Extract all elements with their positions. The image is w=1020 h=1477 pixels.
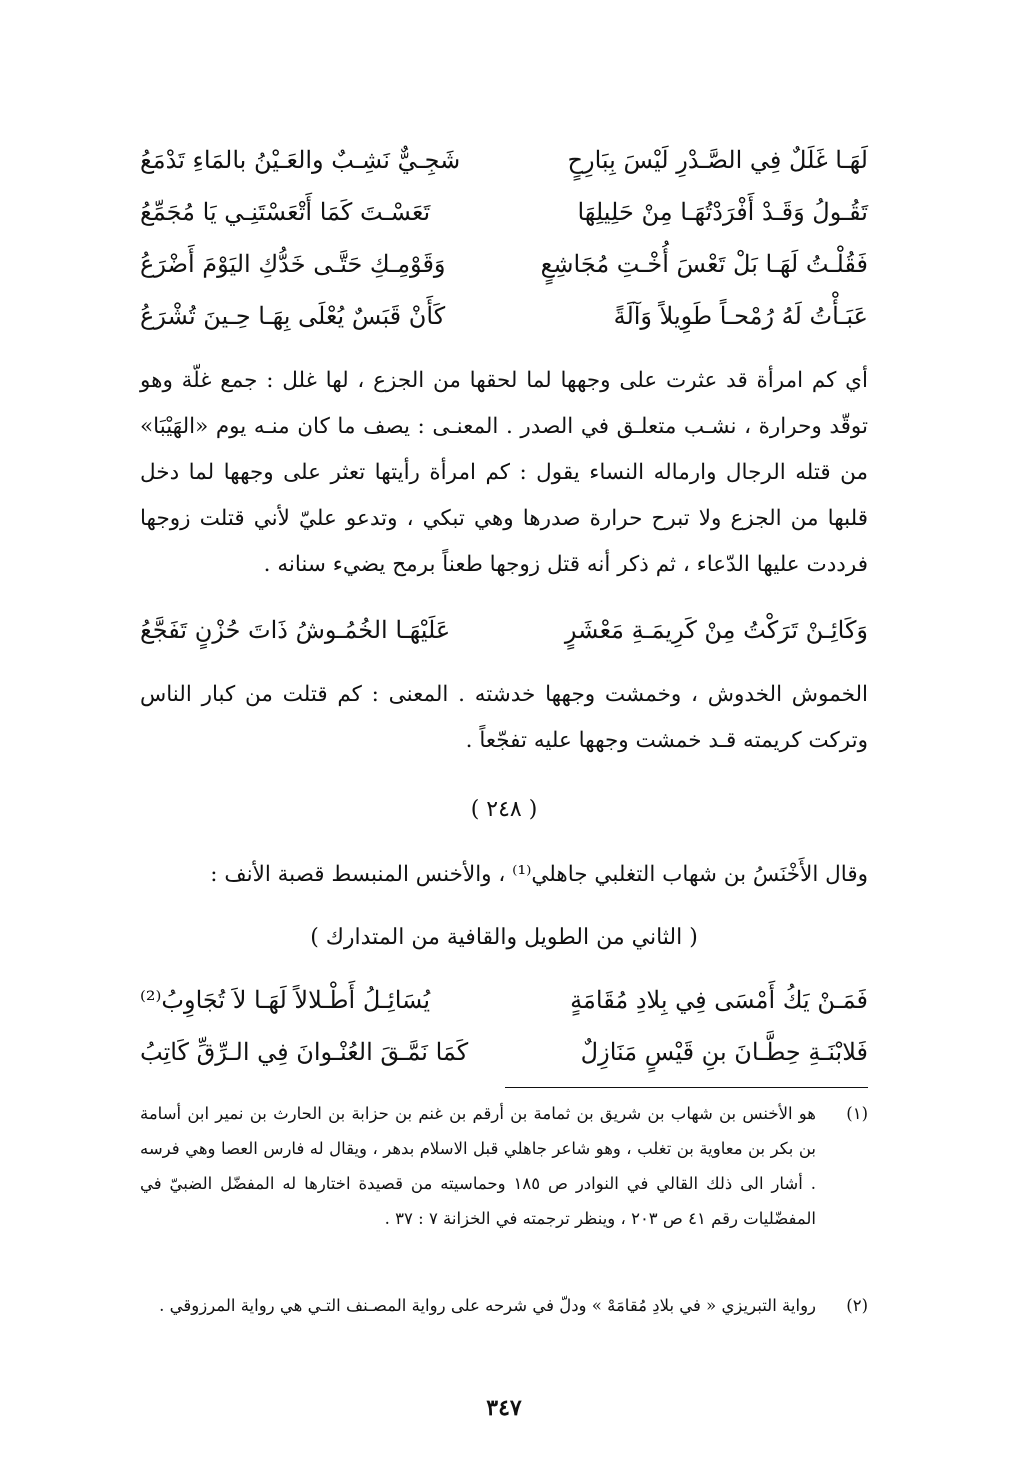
verse-first-hemistich: تَقُـولُ وَقَـدْ أَفْرَدْتُهَـا مِنْ حَلِيلِهَا (577, 198, 868, 226)
verse-second-hemistich: تَعَسْـتَ كَمَا أَتْعَسْتَنِـي يَا مُجَمِّعُ (140, 198, 431, 226)
verse-second-hemistich: كَأَنْ قَبَسٌ يُعْلَى بِهَـا حِـينَ تُشْرَعُ (140, 302, 446, 330)
verse-first-hemistich: لَهَـا غَلَلٌ فِي الصَّـدْرِ لَيْسَ بِبَارِحٍ (567, 146, 868, 174)
verse-line (140, 294, 868, 338)
verse-second-hemistich: يُسَائِـلُ أَطْـلالاً لَهَـا لاَ تُجَاوِبُ⁽²⁾ (140, 986, 431, 1014)
verse-first-hemistich: فَمَـنْ يَكُ أَمْسَى فِي بِلادِ مُقَامَةٍ (570, 986, 868, 1014)
verse-first-hemistich: وَكَائِـنْ تَرَكْتُ مِنْ كَرِيمَـةِ مَعْشَرٍ (564, 616, 868, 644)
meter-note: ( الثاني من الطويل والقافية من المتدارك ) (310, 925, 698, 950)
footnote-text: هو الأخنس بن شهاب بن شريق بن ثمامة بن أرقم بن غنم بن حزابة بن الحارث بن نمير ابن أسامة بن بكر بن معاوية بن تغلب ، وهو شاعر جاهلي قبل الاسلام بدهر ، ويقال له فارس العصا وهي فرسه . أشار الى ذلك القالي في النوادر ص ١٨٥ وحماسيته من قصيدة اختارها له المفضّل الضبيّ في المفضّليات رقم ٤١ ص ٢٠٣ ، وينظر ترجمته في الخزانة ٧ : ٣٧ . (140, 1104, 816, 1228)
footnote-number: (٢) (846, 1296, 868, 1315)
footnote-number: (١) (846, 1104, 868, 1123)
page-number: ٣٤٧ (486, 1395, 522, 1421)
verse-second-hemistich: وَقَوْمِـكِ حَتَّـى خَدُّكِ اليَوْمَ أَضْرَعُ (140, 250, 446, 278)
verse-second-hemistich: عَلَيْهَـا الخُمُـوشُ ذَاتَ حُزْنٍ تَفَجَّعُ (140, 616, 451, 644)
verse-first-hemistich: عَبَـأْتُ لَهُ رُمْحـاً طَوِيلاً وَآلَةً (613, 302, 868, 330)
verse-line (140, 242, 868, 286)
verse-line (140, 1030, 868, 1074)
verse-line (140, 190, 868, 234)
footnote-divider (505, 1087, 868, 1088)
poem-introduction: وقال الأَخْنَسُ بن شهاب التغلبي جاهلي⁽¹⁾ ، والأخنس المنبسط قصبة الأنف : (210, 862, 868, 887)
verse-first-hemistich: فَلابْنَـةِ حِطَّـانَ بنِ قَيْسٍ مَنَازِلٌ (580, 1038, 868, 1066)
section-number: ( ٢٤٨ ) (470, 797, 538, 822)
verse-second-hemistich: كَمَا نَمَّـقَ العُنْـوانَ فِي الـرِّقِّ كَاتِبُ (140, 1038, 469, 1066)
verse-line (140, 138, 868, 182)
commentary-paragraph: أي كم امرأة قد عثرت على وجهها لما لحقها من الجزع ، لها غلل : جمع غلّة وهو توقّد وحرارة ، نشـب متعلـق في الصدر . المعنـى : يصف ما كان منـه يوم «الهَيْبَا» من قتله الرجال وارماله النساء يقول : كم امرأة رأيتها تعثر على وجهها لما دخل قلبها من الجزع ولا تبرح حرارة صدرها وهي تبكي ، وتدعو عليّ لأني قتلت زوجها فرددت عليها الدّعاء ، ثم ذكر أنه قتل زوجها طعناً برمح يضيء سنانه . (140, 368, 868, 577)
verse-first-hemistich: فَقُلْـتُ لَهَـا بَلْ تَعْسَ أُخْـتِ مُجَاشِعٍ (540, 250, 868, 278)
commentary-paragraph: الخموش الخدوش ، وخمشت وجهها خدشته . المعنى : كم قتلت من كبار الناس وتركت كريمته قـد خمشت وجهها عليه تفجّعاً . (140, 682, 868, 753)
verse-line (140, 978, 868, 1022)
footnote-text: رواية التبريزي « في بلادِ مُقامَهْ » ودلّ في شرحه على رواية المصـنف التـي هي رواية المرزوقي . (159, 1296, 816, 1315)
footnote (140, 1288, 868, 1323)
footnote (140, 1096, 868, 1236)
verse-second-hemistich: شَجِـيٌّ نَشِـبٌ والعَـيْنُ بالمَاءِ تَدْمَعُ (140, 146, 461, 174)
verse-line (140, 608, 868, 652)
